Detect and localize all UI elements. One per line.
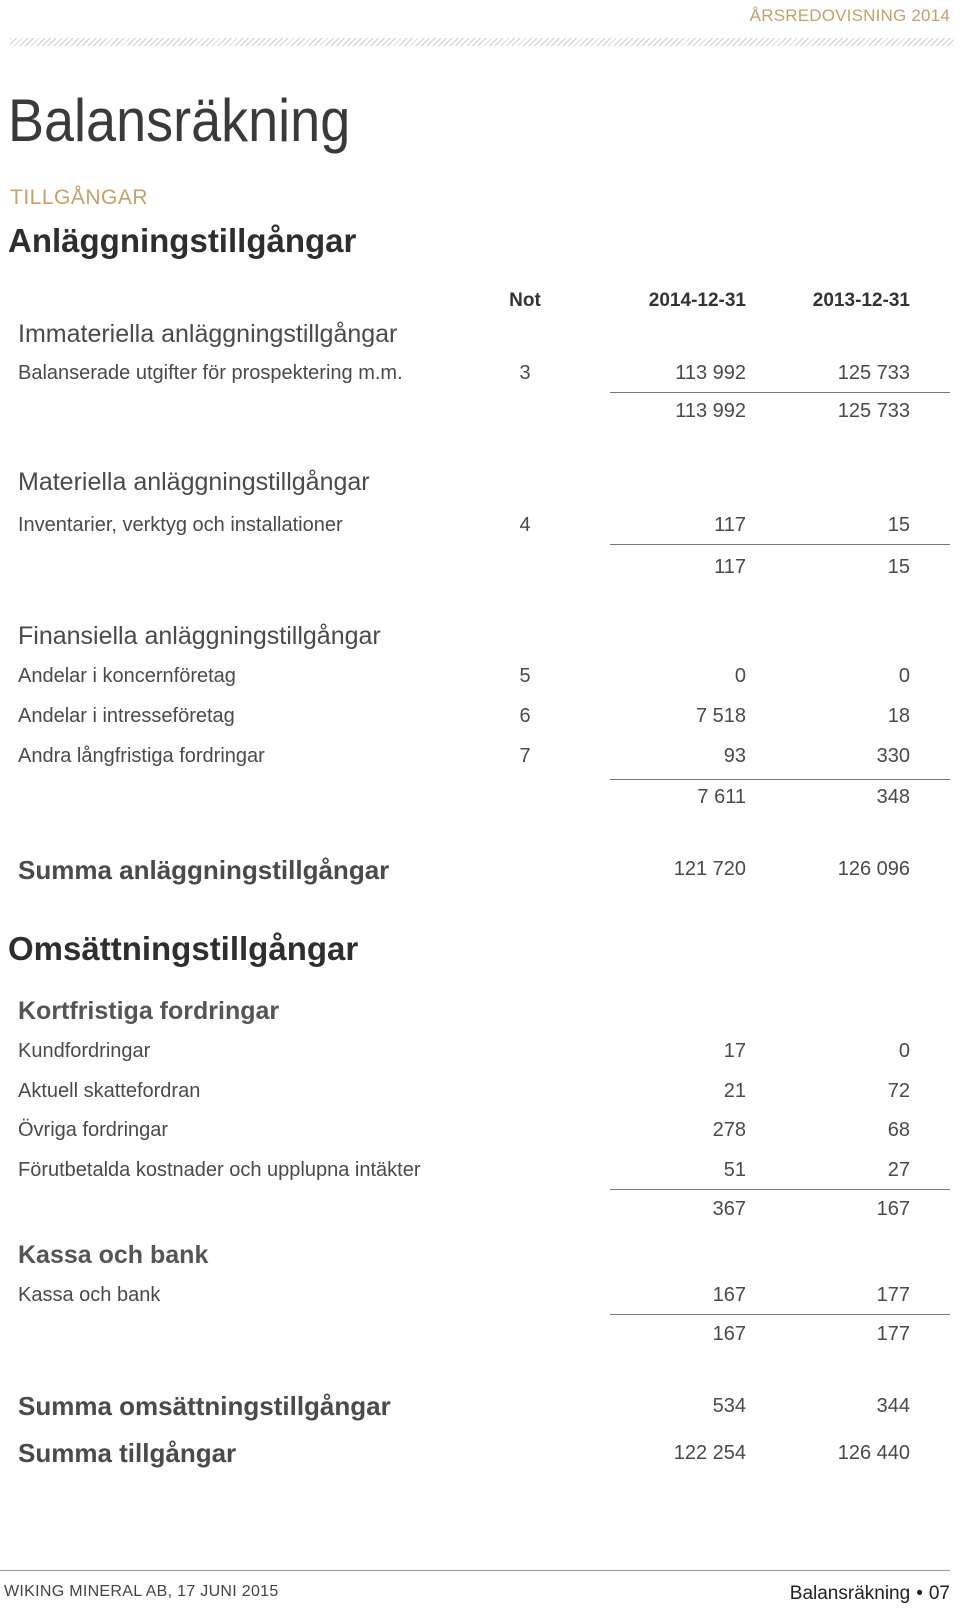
footer-bullet: • xyxy=(916,1583,923,1604)
subtotal-2014: 167 xyxy=(712,1323,746,1345)
total-assets-2013: 126 440 xyxy=(837,1442,910,1464)
subtotal-2014: 7 611 xyxy=(697,786,746,808)
page-title: Balansräkning xyxy=(8,87,351,154)
subtotal-2013: 177 xyxy=(876,1323,910,1345)
row-label: Andelar i intresseföretag xyxy=(18,705,235,727)
row-label: Kassa och bank xyxy=(18,1284,161,1306)
subtotal-2014: 367 xyxy=(712,1198,746,1220)
row-value-2014: 93 xyxy=(723,745,746,767)
row-value-2013: 27 xyxy=(887,1159,910,1181)
subtotal-2014: 117 xyxy=(714,556,746,578)
row-value-2014: 7 518 xyxy=(695,705,746,727)
page-number: 07 xyxy=(928,1583,950,1604)
row-value-2014: 51 xyxy=(723,1159,746,1181)
subtotal-rule xyxy=(610,779,950,780)
total-current-assets-2013: 344 xyxy=(876,1395,910,1417)
subtotal-2013: 125 733 xyxy=(837,400,910,422)
subtotal-2013: 15 xyxy=(887,556,910,578)
section-overline: TILLGÅNGAR xyxy=(10,186,149,209)
row-label: Inventarier, verktyg och installationer xyxy=(18,514,343,536)
group-heading-cash: Kassa och bank xyxy=(18,1241,209,1269)
subtotal-2013: 167 xyxy=(876,1198,910,1220)
row-value-2013: 125 733 xyxy=(837,362,910,384)
footer-divider xyxy=(0,1570,950,1571)
column-header-2014: 2014-12-31 xyxy=(648,290,746,311)
row-label: Andra långfristiga fordringar xyxy=(18,745,265,767)
row-value-2014: 167 xyxy=(712,1284,746,1306)
group-heading-intangible: Immateriella anläggningstillgångar xyxy=(18,320,398,348)
row-label: Andelar i koncernföretag xyxy=(18,665,236,687)
total-fixed-assets-2013: 126 096 xyxy=(837,858,910,880)
row-label: Kundfordringar xyxy=(18,1040,151,1062)
column-header-not: Not xyxy=(509,290,541,311)
row-value-2013: 177 xyxy=(876,1284,910,1306)
group-heading-tangible: Materiella anläggningstillgångar xyxy=(18,468,370,496)
row-label: Förutbetalda kostnader och upplupna intäkter xyxy=(18,1159,421,1181)
section-heading-fixed-assets: Anläggningstillgångar xyxy=(8,222,357,259)
row-value-2014: 21 xyxy=(723,1080,746,1102)
total-assets-label: Summa tillgångar xyxy=(18,1438,237,1468)
row-label: Övriga fordringar xyxy=(18,1119,169,1141)
row-value-2014: 278 xyxy=(712,1119,746,1141)
row-value-2013: 0 xyxy=(898,665,910,687)
row-value-2013: 330 xyxy=(876,745,910,767)
row-not: 3 xyxy=(519,362,531,384)
subtotal-rule xyxy=(610,1189,950,1190)
row-value-2013: 15 xyxy=(887,514,910,536)
row-value-2014: 113 992 xyxy=(675,362,746,384)
footer-page-info xyxy=(790,1583,950,1605)
row-value-2014: 17 xyxy=(723,1040,746,1062)
row-value-2013: 72 xyxy=(887,1080,910,1102)
subtotal-2013: 348 xyxy=(876,786,910,808)
total-fixed-assets-2014: 121 720 xyxy=(673,858,746,880)
row-value-2013: 68 xyxy=(887,1119,910,1141)
column-header-2013: 2013-12-31 xyxy=(812,290,910,311)
subtotal-rule xyxy=(610,1314,950,1315)
report-title: ÅRSREDOVISNING 2014 xyxy=(749,6,950,25)
subtotal-rule xyxy=(610,392,950,393)
row-not: 7 xyxy=(519,745,531,767)
row-value-2014: 0 xyxy=(734,665,746,687)
section-heading-current-assets: Omsättningstillgångar xyxy=(8,930,359,967)
row-not: 5 xyxy=(519,665,531,687)
total-fixed-assets-label: Summa anläggningstillgångar xyxy=(18,855,390,885)
hatched-divider xyxy=(10,38,954,46)
row-value-2013: 18 xyxy=(887,705,910,727)
row-not: 4 xyxy=(519,514,531,536)
total-current-assets-2014: 534 xyxy=(712,1395,746,1417)
footer-company-date: WIKING MINERAL AB, 17 JUNI 2015 xyxy=(4,1583,279,1600)
subtotal-rule xyxy=(610,544,950,545)
group-heading-financial: Finansiella anläggningstillgångar xyxy=(18,622,381,650)
total-current-assets-label: Summa omsättningstillgångar xyxy=(18,1391,391,1421)
total-assets-2014: 122 254 xyxy=(673,1442,746,1464)
row-value-2014: 117 xyxy=(714,514,746,536)
row-label: Balanserade utgifter för prospektering m.m. xyxy=(18,362,403,384)
row-not: 6 xyxy=(519,705,531,727)
row-value-2013: 0 xyxy=(898,1040,910,1062)
group-heading-receivables: Kortfristiga fordringar xyxy=(18,997,280,1025)
row-label: Aktuell skattefordran xyxy=(18,1080,201,1102)
subtotal-2014: 113 992 xyxy=(675,400,746,422)
footer-section-name: Balansräkning xyxy=(789,1583,911,1604)
